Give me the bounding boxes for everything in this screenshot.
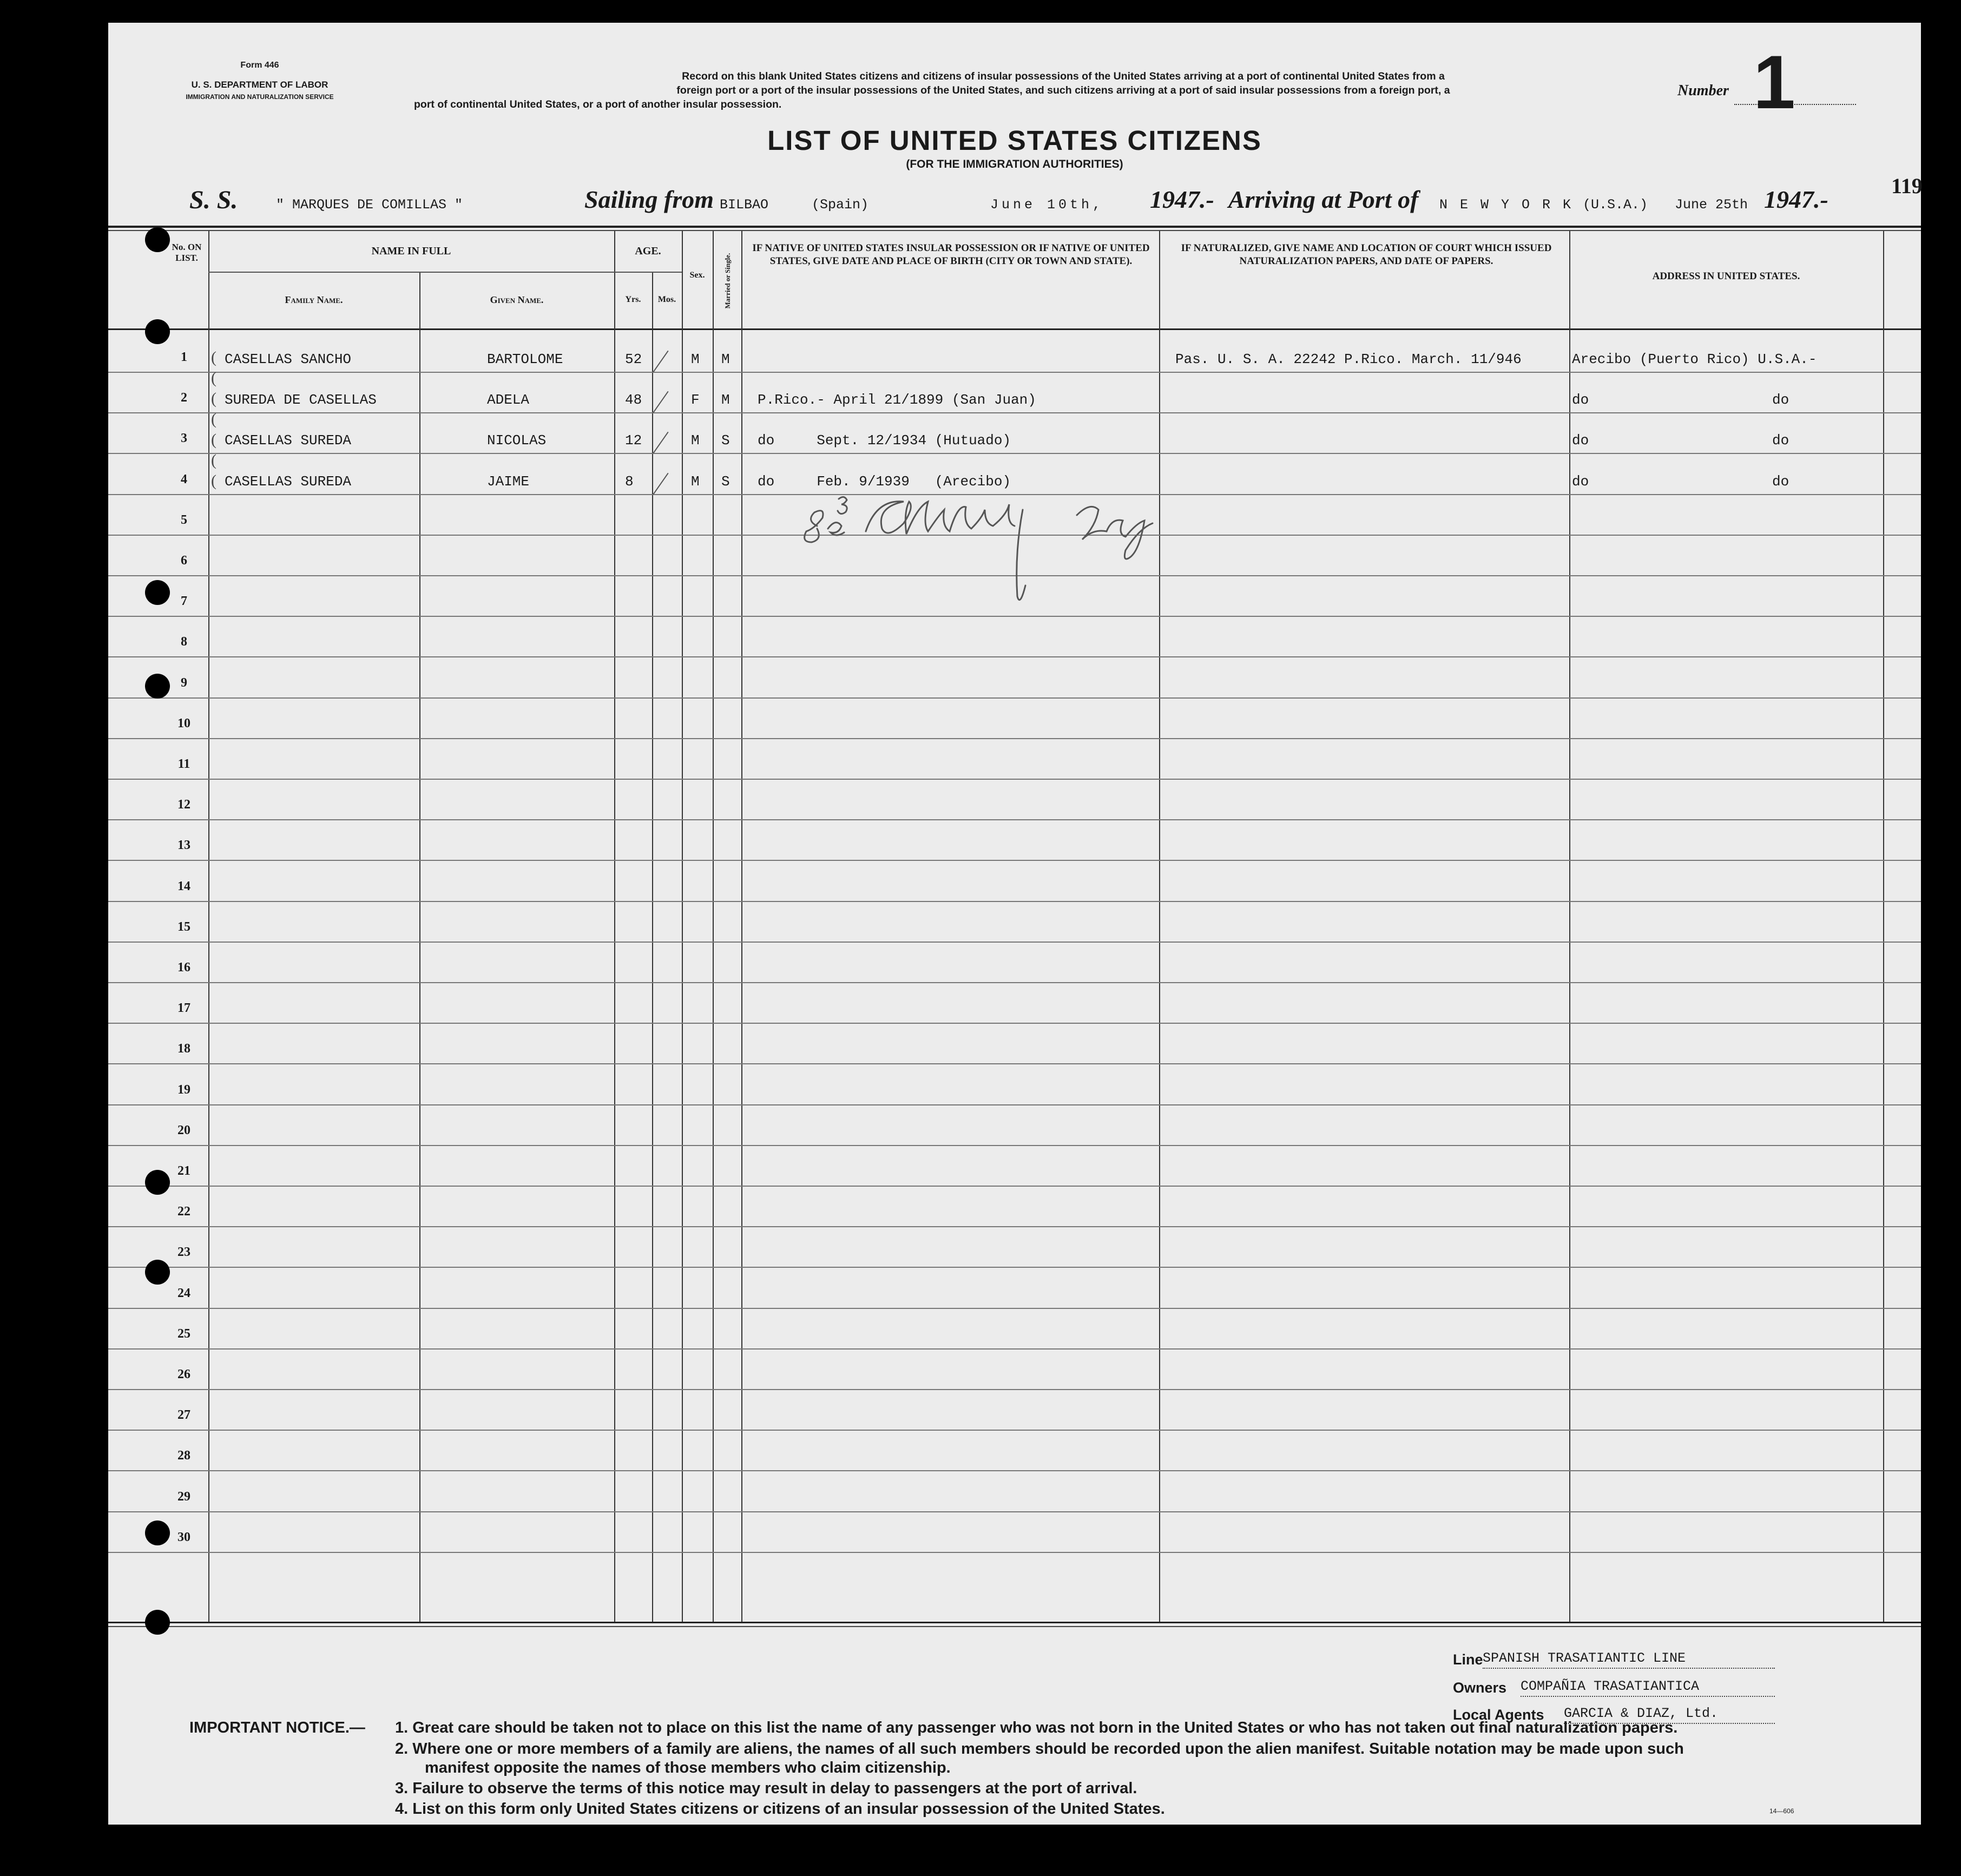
header-married: Married or Single.: [723, 253, 732, 309]
line-label: Line: [1453, 1651, 1483, 1668]
birth-info-cell: P.Rico.- April 21/1899 (San Juan): [758, 392, 1036, 409]
row-number: 22: [177, 1204, 190, 1219]
row-number: 12: [177, 798, 190, 812]
row-rule: [108, 1186, 1921, 1187]
row-rule: [108, 453, 1921, 454]
row-rule: [108, 1348, 1921, 1350]
age-years-cell: 8: [625, 473, 634, 490]
record-instruction-2: foreign port or a port of the insular possessions of the United States, and such citizens arriving at a port of said insular possessions from a foreign port, a: [676, 84, 1450, 96]
arrival-date: June 25th: [1675, 197, 1748, 213]
header-no: No. ON LIST.: [172, 242, 202, 263]
handwritten-annotation: [795, 483, 1255, 623]
row-number: 25: [177, 1326, 190, 1341]
col-divider: [682, 231, 683, 1622]
table-bottom-rule: [108, 1622, 1921, 1623]
row-number: 19: [177, 1082, 190, 1097]
row-number: 23: [177, 1245, 190, 1260]
header-mos: Mos.: [657, 295, 676, 304]
sex-cell: F: [691, 392, 700, 409]
form-number: Form 446: [240, 61, 279, 70]
age-years-cell: 48: [625, 392, 642, 409]
row-rule: [108, 656, 1921, 657]
header-native: IF NATIVE OF UNITED STATES INSULAR POSSESSION OR IF NATIVE OF UNITED STATES, GIVE DATE AND PLACE OF BIRTH (CITY OR TOWN AND STATE).: [752, 242, 1150, 267]
row-number: 28: [177, 1449, 190, 1463]
col-divider: [208, 231, 209, 1622]
header-yrs: Yrs.: [625, 295, 641, 304]
row-rule: [108, 738, 1921, 739]
address-country-cell: do: [1772, 392, 1789, 409]
sail-date: June 10th,: [990, 197, 1104, 213]
age-years-cell: 12: [625, 432, 642, 449]
ship-name: " MARQUES DE COMILLAS ": [276, 197, 463, 213]
header-given-name: Given Name.: [490, 294, 544, 305]
family-name-cell: CASELLAS SUREDA: [225, 473, 352, 490]
row-rule: [108, 819, 1921, 820]
row-number: 21: [177, 1164, 190, 1178]
row-rule: [108, 412, 1921, 413]
form-code: 14—606: [1769, 1807, 1794, 1815]
row-number: 9: [181, 675, 187, 690]
given-name-cell: ADELA: [487, 392, 530, 409]
owners-underline: [1521, 1696, 1775, 1697]
header-bottom-rule: [108, 328, 1921, 330]
row-rule: [108, 1063, 1921, 1064]
row-number: 17: [177, 1001, 190, 1016]
table-top-rule-2: [108, 230, 1921, 231]
row-number: 16: [177, 960, 190, 975]
row-rule: [108, 372, 1921, 373]
row-rule: [108, 1552, 1921, 1553]
birth-info-cell: do Feb. 9/1939 (Arecibo): [758, 473, 1011, 490]
col-divider: [652, 272, 653, 1622]
notice-2b: manifest opposite the names of those members who claim citizenship.: [425, 1759, 951, 1776]
col-divider: [713, 231, 714, 1622]
arriving-label: Arriving at Port of: [1228, 186, 1419, 213]
row-number: 8: [181, 635, 187, 649]
arrival-year: 1947.-: [1764, 186, 1828, 213]
departure-port: BILBAO: [720, 197, 769, 213]
address-cell: do: [1572, 432, 1589, 449]
table-bottom-rule-2: [108, 1626, 1921, 1627]
row-rule: [108, 982, 1921, 983]
line-underline: [1483, 1668, 1775, 1669]
header-age: AGE.: [635, 245, 661, 257]
marital-status-cell: S: [721, 473, 730, 490]
col-divider: [1883, 231, 1884, 1622]
naturalization-cell: Pas. U. S. A. 22242 P.Rico. March. 11/946: [1175, 351, 1522, 367]
row-rule: [108, 1308, 1921, 1309]
months-dash: [653, 391, 668, 413]
family-name-cell: CASELLAS SUREDA: [225, 432, 352, 449]
row-rule: [108, 1145, 1921, 1146]
age-subheader-rule: [614, 272, 682, 273]
address-cell: Arecibo (Puerto Rico) U.S.A.-: [1572, 351, 1817, 367]
row-number: 6: [181, 554, 187, 568]
department-name: U. S. DEPARTMENT OF LABOR: [191, 80, 328, 90]
row-number: 30: [177, 1530, 190, 1544]
col-divider: [419, 272, 420, 1622]
row-number: 29: [177, 1489, 190, 1504]
number-value: 1: [1753, 40, 1795, 124]
notice-3: 3. Failure to observe the terms of this notice may result in delay to passengers at the port of arrival.: [395, 1780, 1137, 1797]
owners-label: Owners: [1453, 1680, 1507, 1696]
page-subtitle: (FOR THE IMMIGRATION AUTHORITIES): [906, 158, 1123, 170]
col-divider: [614, 231, 615, 1622]
row-rule: [108, 697, 1921, 699]
sex-cell: M: [691, 351, 700, 367]
birth-info-cell: do Sept. 12/1934 (Hutuado): [758, 432, 1011, 449]
col-divider: [741, 231, 742, 1622]
binder-hole: [145, 319, 170, 344]
notice-2a: 2. Where one or more members of a family are aliens, the names of all such members should be recorded upon the alien manifest. Suitable notation may be made upon such: [395, 1740, 1684, 1757]
months-dash: [653, 432, 668, 453]
arrival-port: N E W Y O R K: [1439, 197, 1574, 213]
binder-hole: [145, 1610, 170, 1635]
marital-status-cell: S: [721, 432, 730, 449]
row-number: 13: [177, 838, 190, 853]
col-divider: [1569, 231, 1570, 1622]
agents-value: GARCIA & DIAZ, Ltd.: [1564, 1706, 1719, 1721]
row-number: 4: [181, 472, 187, 486]
row-rule: [108, 1104, 1921, 1105]
number-label: Number: [1677, 82, 1729, 99]
address-cell: do: [1572, 392, 1589, 409]
notice-1: 1. Great care should be taken not to place on this list the name of any passenger who was not born in the United States or who has not taken out final naturalization papers.: [395, 1719, 1678, 1736]
row-rule: [108, 942, 1921, 943]
given-name-cell: NICOLAS: [487, 432, 547, 449]
row-number: 7: [181, 594, 187, 609]
header-sex: Sex.: [689, 271, 705, 280]
row-number: 20: [177, 1123, 190, 1137]
header-naturalized: IF NATURALIZED, GIVE NAME AND LOCATION OF COURT WHICH ISSUED NATURALIZATION PAPERS, AND DATE OF PAPERS.: [1181, 242, 1552, 267]
row-rule: [108, 1511, 1921, 1512]
row-number: 24: [177, 1286, 190, 1300]
form-page: [108, 23, 1921, 1825]
header-name-in-full: NAME IN FULL: [371, 245, 451, 257]
notice-title: IMPORTANT NOTICE.—: [189, 1719, 365, 1736]
family-name-cell: SUREDA DE CASELLAS: [225, 392, 377, 409]
sailing-label: Sailing from: [584, 186, 714, 213]
row-number: 11: [177, 757, 190, 771]
agents-label: Local Agents: [1453, 1707, 1544, 1723]
months-dash: [653, 351, 668, 372]
sex-cell: M: [691, 432, 700, 449]
address-cell: do: [1572, 473, 1589, 490]
binder-hole: [145, 674, 170, 699]
row-number: 26: [177, 1367, 190, 1381]
row-number: 5: [181, 512, 187, 527]
departure-country: (Spain): [812, 197, 869, 213]
service-name: IMMIGRATION AND NATURALIZATION SERVICE: [186, 93, 334, 101]
row-rule: [108, 901, 1921, 902]
row-rule: [108, 1470, 1921, 1471]
row-number: 14: [177, 879, 190, 893]
row-number: 10: [177, 716, 190, 730]
sail-year: 1947.-: [1150, 186, 1214, 213]
marital-status-cell: M: [721, 351, 730, 367]
header-family-name: Family Name.: [285, 294, 343, 305]
owners-value: COMPAÑIA TRASATIANTICA: [1521, 1678, 1700, 1694]
name-subheader-rule: [208, 272, 614, 273]
row-rule: [108, 1226, 1921, 1227]
row-number: 2: [181, 391, 187, 405]
address-country-cell: do: [1772, 473, 1789, 490]
col-divider: [1159, 231, 1160, 1622]
binder-hole: [145, 580, 170, 605]
months-dash: [653, 472, 668, 494]
ss-label: S. S.: [189, 186, 238, 214]
table-top-rule: [108, 226, 1921, 228]
given-name-cell: BARTOLOME: [487, 351, 563, 367]
binder-hole: [145, 227, 170, 252]
record-instruction-1: Record on this blank United States citizens and citizens of insular possessions of the United States arriving at a port of continental United States from a: [682, 70, 1445, 82]
address-country-cell: do: [1772, 432, 1789, 449]
row-rule: [108, 1023, 1921, 1024]
family-name-cell: CASELLAS SANCHO: [225, 351, 352, 367]
line-value: SPANISH TRASATIANTIC LINE: [1483, 1650, 1686, 1666]
row-number: 27: [177, 1408, 190, 1423]
age-years-cell: 52: [625, 351, 642, 367]
binder-hole: [145, 1260, 170, 1285]
marital-status-cell: M: [721, 392, 730, 409]
row-number: 18: [177, 1042, 190, 1056]
binder-hole: [145, 1170, 170, 1195]
given-name-cell: JAIME: [487, 473, 530, 490]
sex-cell: M: [691, 473, 700, 490]
manifest-table: [108, 226, 1921, 1633]
row-rule: [108, 779, 1921, 780]
notice-4: 4. List on this form only United States citizens or citizens of an insular possession of the United States.: [395, 1800, 1165, 1818]
row-number: 1: [181, 350, 187, 364]
row-rule: [108, 1389, 1921, 1390]
page-stamp: 119: [1891, 174, 1923, 198]
row-rule: [108, 860, 1921, 861]
binder-hole: [145, 1520, 170, 1545]
row-number: 15: [177, 919, 190, 934]
record-instruction-3: port of continental United States, or a port of another insular possession.: [414, 98, 782, 110]
arrival-country: (U.S.A.): [1583, 197, 1648, 213]
page-title: LIST OF UNITED STATES CITIZENS: [767, 125, 1262, 156]
family-bracket: ( ( ( ( ( ( (: [211, 348, 216, 490]
row-number: 3: [181, 431, 187, 446]
row-rule: [108, 1430, 1921, 1431]
header-address: ADDRESS IN UNITED STATES.: [1652, 271, 1800, 282]
row-rule: [108, 1267, 1921, 1268]
